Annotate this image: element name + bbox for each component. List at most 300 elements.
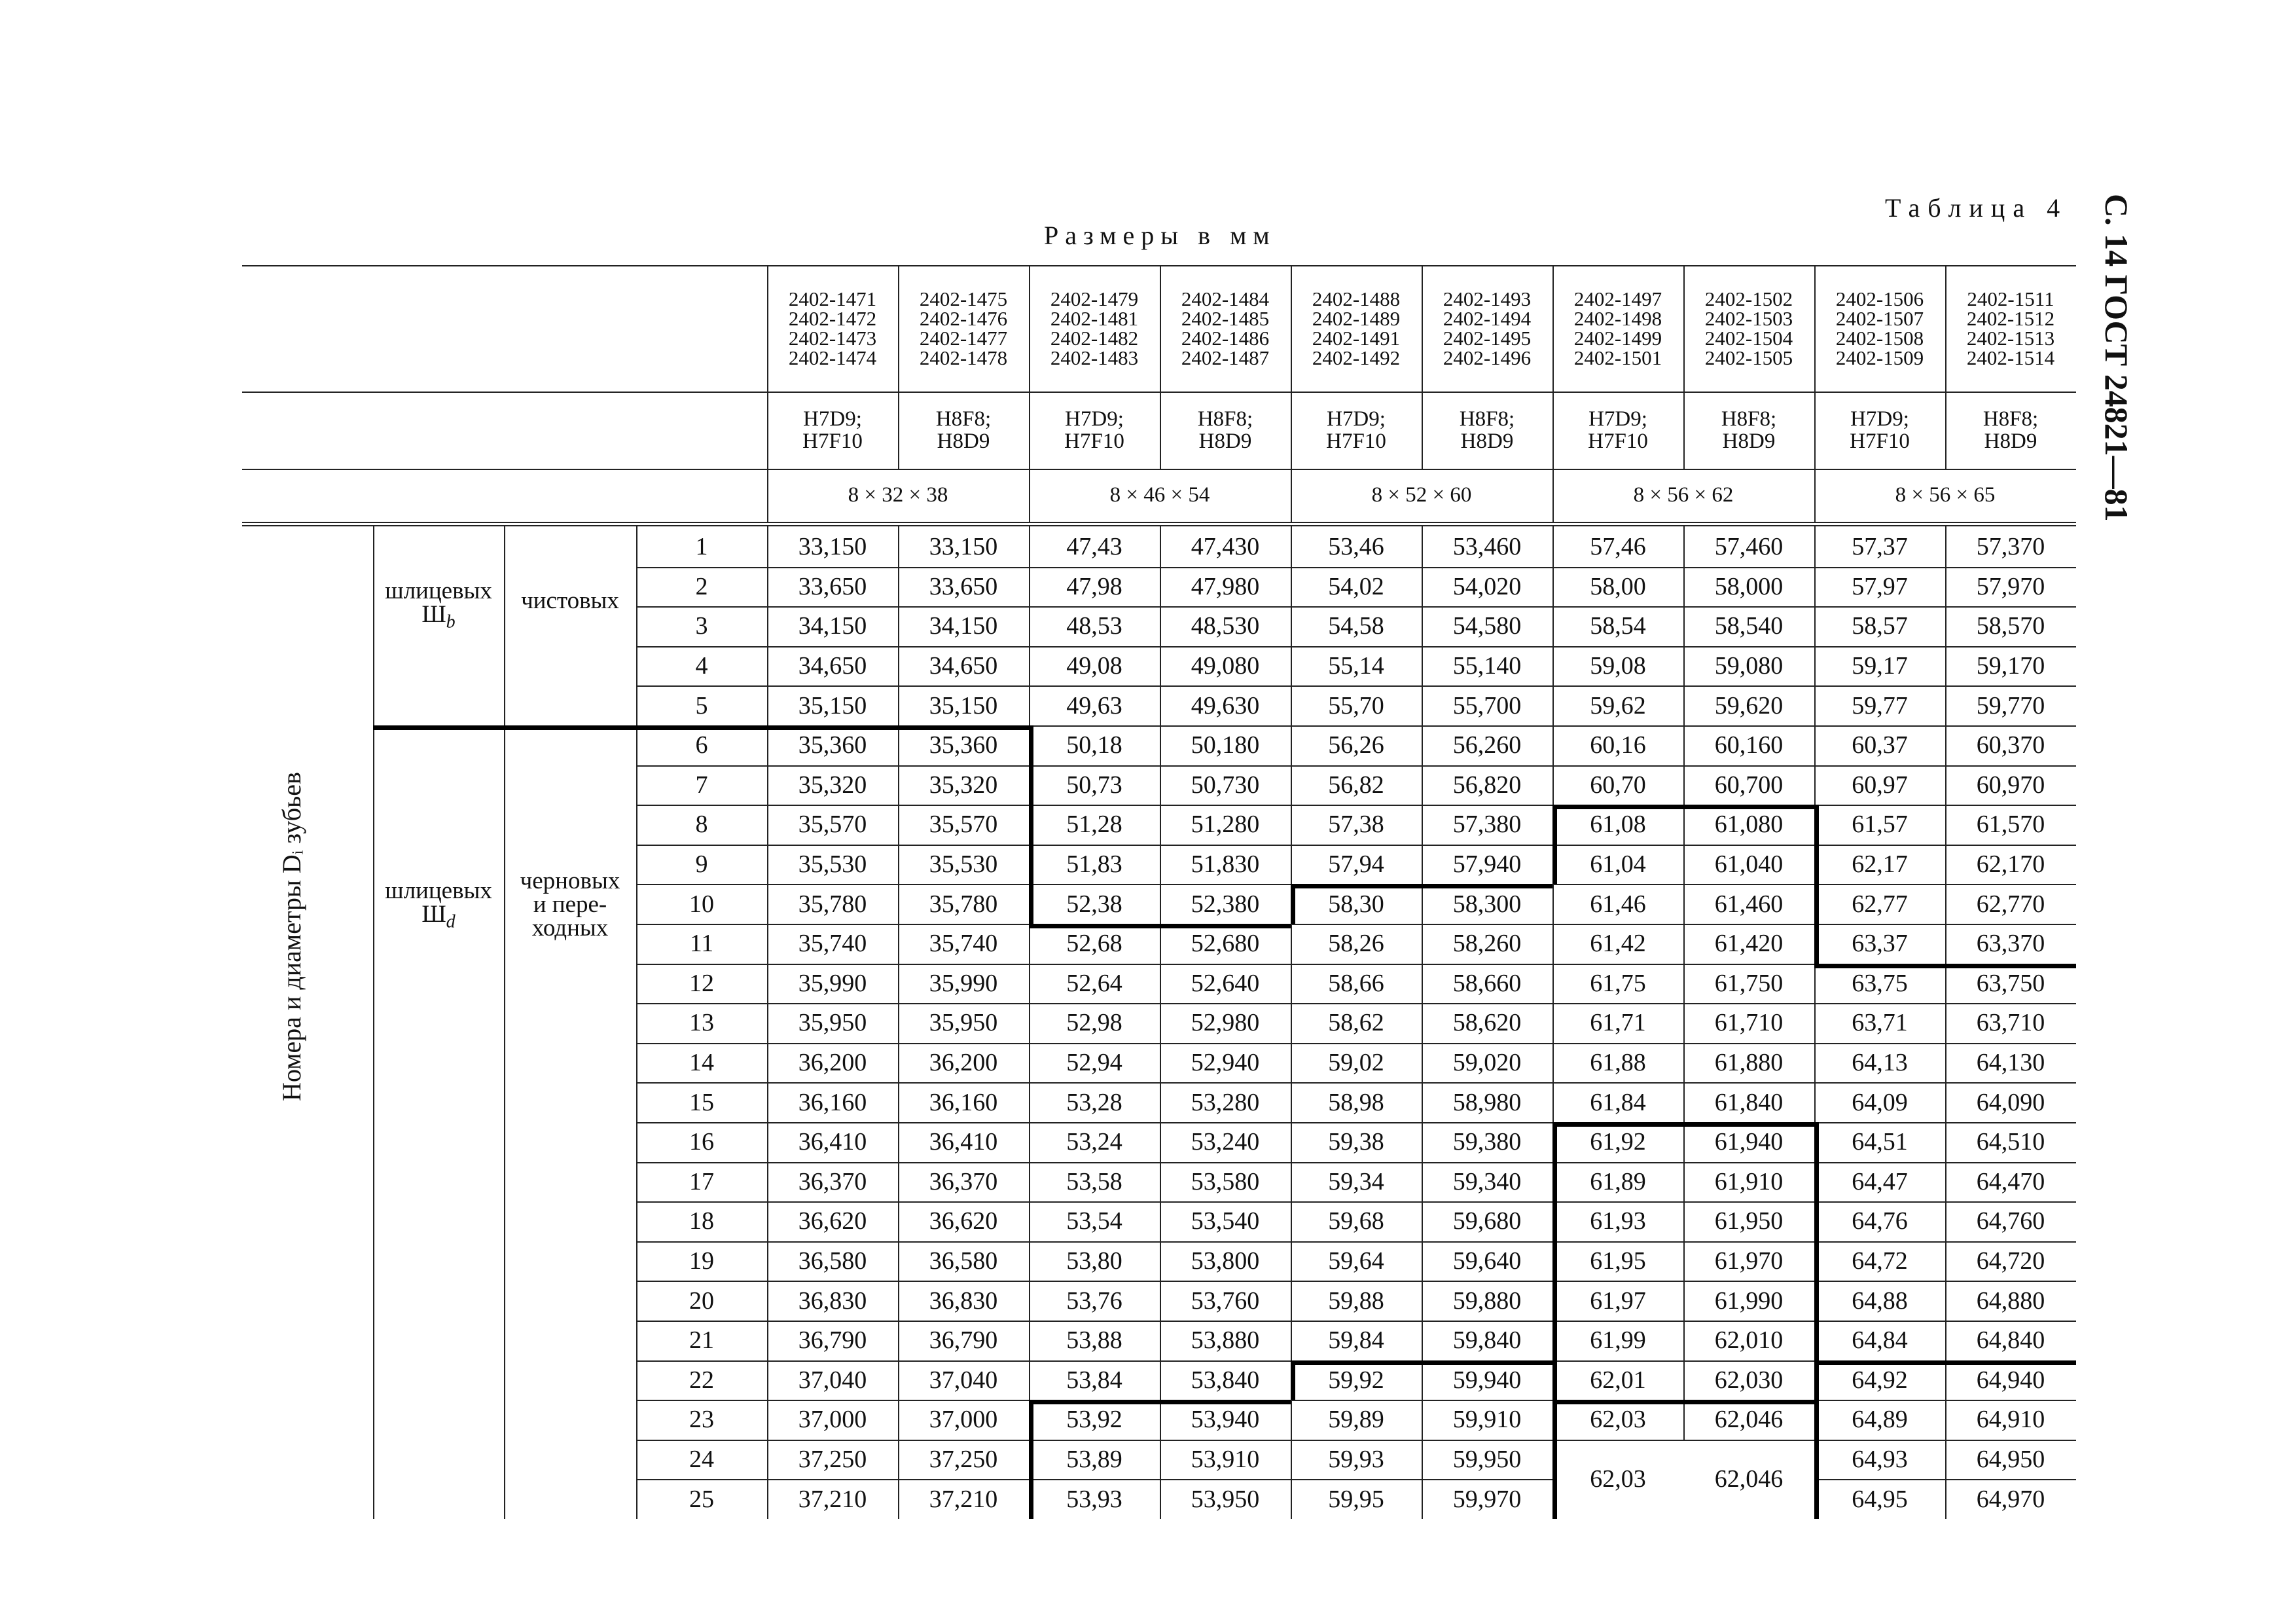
- bold-step-line: [1814, 1360, 1819, 1519]
- tolerance-fit-cell: [898, 392, 1029, 469]
- value-cell: 53,28: [1066, 1088, 1122, 1116]
- value-cell: 54,020: [1452, 572, 1522, 600]
- value-cell: 59,84: [1328, 1326, 1384, 1355]
- value-cell: 53,940: [1191, 1406, 1260, 1434]
- value-cell: 53,46: [1328, 533, 1384, 561]
- row-number: 17: [689, 1167, 714, 1195]
- value-cell: 64,910: [1976, 1406, 2045, 1434]
- value-cell: 64,130: [1976, 1049, 2045, 1077]
- value-cell: 59,640: [1452, 1247, 1522, 1275]
- value-cell: 64,88: [1852, 1286, 1908, 1315]
- broach-code: 2402-1487: [1181, 346, 1270, 369]
- value-cell: 64,47: [1852, 1167, 1908, 1195]
- value-cell: 53,950: [1191, 1485, 1260, 1513]
- row-number: 1: [695, 533, 708, 561]
- value-cell: 61,88: [1590, 1049, 1646, 1077]
- finish-type-label: [373, 527, 504, 725]
- value-cell: 61,08: [1590, 811, 1646, 839]
- value-cell: 64,720: [1976, 1247, 2045, 1275]
- value-cell: 59,08: [1590, 652, 1646, 680]
- broach-code: 2402-1489: [1312, 306, 1401, 330]
- bold-step-line: [1814, 1122, 1819, 1360]
- bold-step-line: [1291, 884, 1295, 924]
- value-cell: 61,92: [1590, 1128, 1646, 1156]
- value-cell: 63,750: [1976, 969, 2045, 997]
- value-cell: 36,370: [798, 1167, 867, 1195]
- value-cell: 58,57: [1852, 612, 1908, 640]
- value-cell: 53,84: [1066, 1366, 1122, 1394]
- tolerance-fit-cell: [1160, 392, 1291, 469]
- value-cell: 37,040: [798, 1366, 867, 1394]
- value-cell: 53,88: [1066, 1326, 1122, 1355]
- broach-code-cell: [1945, 265, 2076, 392]
- value-cell: 60,37: [1852, 731, 1908, 759]
- value-cell: 60,97: [1852, 771, 1908, 799]
- value-cell: 61,75: [1590, 969, 1646, 997]
- bold-step-line: [1029, 924, 1291, 928]
- value-cell: 61,750: [1714, 969, 1784, 997]
- tolerance-fit-cell: [1552, 392, 1683, 469]
- value-cell: 64,76: [1852, 1207, 1908, 1235]
- value-cell: 54,580: [1452, 612, 1522, 640]
- broach-code: 2402-1477: [919, 326, 1008, 350]
- value-cell: 36,790: [798, 1326, 867, 1355]
- broach-code: 2402-1507: [1835, 306, 1924, 330]
- row-number: 6: [695, 731, 708, 759]
- value-cell: 57,940: [1452, 850, 1522, 879]
- value-cell: 53,58: [1066, 1167, 1122, 1195]
- value-cell: 53,580: [1191, 1167, 1260, 1195]
- value-cell: 64,510: [1976, 1128, 2045, 1156]
- tolerance-fit-cell: [1291, 392, 1422, 469]
- tolerance-fit: H7D9;: [1327, 407, 1386, 431]
- broach-code: 2402-1493: [1443, 287, 1532, 310]
- value-cell: 58,66: [1328, 969, 1384, 997]
- value-cell: 51,830: [1191, 850, 1260, 879]
- value-cell: 64,950: [1976, 1446, 2045, 1474]
- tolerance-fit: H8F8;: [1197, 407, 1253, 431]
- value-cell: 59,080: [1714, 652, 1784, 680]
- value-cell: 35,320: [929, 771, 998, 799]
- value-cell: 61,84: [1590, 1088, 1646, 1116]
- value-cell: 54,58: [1328, 612, 1384, 640]
- value-cell: 64,090: [1976, 1088, 2045, 1116]
- row-number: 12: [689, 969, 714, 997]
- broach-code: 2402-1501: [1573, 346, 1662, 369]
- tolerance-fit: H8F8;: [935, 407, 992, 431]
- value-cell: 61,940: [1714, 1128, 1784, 1156]
- value-cell: 50,73: [1066, 771, 1122, 799]
- value-cell: 37,210: [929, 1485, 998, 1513]
- value-cell: 59,680: [1452, 1207, 1522, 1235]
- value-cell: 53,24: [1066, 1128, 1122, 1156]
- value-cell: 59,93: [1328, 1446, 1384, 1474]
- rough-kind: и пере-: [533, 891, 607, 918]
- value-cell: 55,700: [1452, 691, 1522, 720]
- value-cell: 55,14: [1328, 652, 1384, 680]
- rough-kind: черновых: [520, 867, 620, 894]
- value-cell: 61,46: [1590, 890, 1646, 918]
- value-cell: 35,740: [798, 930, 867, 958]
- value-cell: 36,830: [929, 1286, 998, 1315]
- value-cell: 52,640: [1191, 969, 1260, 997]
- bold-step-line: [1814, 1360, 2076, 1365]
- dims-group-cell: 8 × 56 × 62: [1633, 483, 1734, 507]
- tolerance-fit: H7D9;: [1850, 407, 1909, 431]
- value-cell: 57,460: [1714, 533, 1784, 561]
- value-cell: 35,570: [929, 811, 998, 839]
- value-cell: 59,970: [1452, 1485, 1522, 1513]
- rough-type: шлицевых: [385, 877, 492, 904]
- value-cell: 57,94: [1328, 850, 1384, 879]
- row-number: 4: [695, 652, 708, 680]
- value-cell: 52,940: [1191, 1049, 1260, 1077]
- value-cell: 58,000: [1714, 572, 1784, 600]
- row-number: 11: [689, 930, 714, 958]
- value-cell: 64,95: [1852, 1485, 1908, 1513]
- value-cell: 59,020: [1452, 1049, 1522, 1077]
- value-cell: 59,940: [1452, 1366, 1522, 1394]
- value-cell: 64,89: [1852, 1406, 1908, 1434]
- value-cell: 48,530: [1191, 612, 1260, 640]
- dims-group-cell: 8 × 46 × 54: [1109, 483, 1210, 507]
- value-cell: 59,95: [1328, 1485, 1384, 1513]
- value-cell: 62,170: [1976, 850, 2045, 879]
- value-cell: 52,980: [1191, 1009, 1260, 1037]
- value-cell: 64,09: [1852, 1088, 1908, 1116]
- value-cell: 35,360: [798, 731, 867, 759]
- value-cell: 61,990: [1714, 1286, 1784, 1315]
- value-cell: 33,650: [798, 572, 867, 600]
- value-cell: 36,620: [798, 1207, 867, 1235]
- row-number: 21: [689, 1326, 714, 1355]
- value-cell: 36,410: [798, 1128, 867, 1156]
- row-number: 13: [689, 1009, 714, 1037]
- value-cell: 60,160: [1714, 731, 1784, 759]
- value-cell: 59,77: [1852, 691, 1908, 720]
- broach-code-cell: [898, 265, 1029, 392]
- row-number: 7: [695, 771, 708, 799]
- value-cell: 61,42: [1590, 930, 1646, 958]
- value-cell: 53,280: [1191, 1088, 1260, 1116]
- value-cell: 64,940: [1976, 1366, 2045, 1394]
- broach-code-cell: [1683, 265, 1814, 392]
- tolerance-fit: H8F8;: [1982, 407, 2039, 431]
- value-cell: 61,460: [1714, 890, 1784, 918]
- value-cell: 56,26: [1328, 731, 1384, 759]
- value-cell: 61,080: [1714, 811, 1784, 839]
- bold-step-line: [1552, 1122, 1814, 1127]
- value-cell: 59,620: [1714, 691, 1784, 720]
- tolerance-fit-cell: [1683, 392, 1814, 469]
- value-cell: 60,370: [1976, 731, 2045, 759]
- value-cell: 35,990: [929, 969, 998, 997]
- bold-step-line: [1029, 1400, 1291, 1404]
- broach-code: 2402-1472: [788, 306, 877, 330]
- value-cell: 62,770: [1976, 890, 2045, 918]
- bold-step-line: [1552, 1360, 1557, 1519]
- row-number: 5: [695, 691, 708, 720]
- broach-code: 2402-1504: [1704, 326, 1793, 350]
- broach-code: 2402-1474: [788, 346, 877, 369]
- value-cell: 36,830: [798, 1286, 867, 1315]
- value-cell: 35,360: [929, 731, 998, 759]
- tolerance-fit: H8D9: [937, 429, 990, 453]
- header-rule-dims: [242, 522, 2076, 523]
- value-cell: 36,200: [929, 1049, 998, 1077]
- tolerance-fit: H8D9: [1984, 429, 2037, 453]
- broach-code-cell: [1160, 265, 1291, 392]
- broach-code: 2402-1473: [788, 326, 877, 350]
- row-number: 22: [689, 1366, 714, 1394]
- value-cell: 59,17: [1852, 652, 1908, 680]
- value-cell: 36,620: [929, 1207, 998, 1235]
- value-cell: 64,93: [1852, 1446, 1908, 1474]
- value-cell: 56,82: [1328, 771, 1384, 799]
- value-cell: 61,71: [1590, 1009, 1646, 1037]
- value-cell: 64,760: [1976, 1207, 2045, 1235]
- tolerance-fit: H8D9: [1460, 429, 1514, 453]
- rough-kind: ходных: [531, 915, 609, 941]
- value-cell: 36,410: [929, 1128, 998, 1156]
- value-cell: 57,970: [1976, 572, 2045, 600]
- value-cell: 59,770: [1976, 691, 2045, 720]
- value-cell: 61,04: [1590, 850, 1646, 879]
- value-cell: 35,780: [798, 890, 867, 918]
- value-cell: 53,460: [1452, 533, 1522, 561]
- value-cell: 64,13: [1852, 1049, 1908, 1077]
- value-cell: 59,840: [1452, 1326, 1522, 1355]
- value-cell: 37,040: [929, 1366, 998, 1394]
- value-cell: 59,92: [1328, 1366, 1384, 1394]
- value-cell: 58,260: [1452, 930, 1522, 958]
- value-cell: 58,62: [1328, 1009, 1384, 1037]
- finish-type: шлицевых: [385, 577, 492, 604]
- broach-code: 2402-1478: [919, 346, 1008, 369]
- broach-code: 2402-1499: [1573, 326, 1662, 350]
- broach-code: 2402-1498: [1573, 306, 1662, 330]
- value-cell: 61,040: [1714, 850, 1784, 879]
- broach-code-cell: [1029, 265, 1160, 392]
- bold-step-line: [1814, 924, 1819, 964]
- value-cell: 62,030: [1714, 1366, 1784, 1394]
- value-cell: 34,650: [929, 652, 998, 680]
- value-cell: 64,51: [1852, 1128, 1908, 1156]
- value-cell: 48,53: [1066, 612, 1122, 640]
- value-cell: 60,70: [1590, 771, 1646, 799]
- value-cell: 59,64: [1328, 1247, 1384, 1275]
- broach-code: 2402-1497: [1573, 287, 1662, 310]
- value-cell: 57,37: [1852, 533, 1908, 561]
- value-cell: 52,38: [1066, 890, 1122, 918]
- broach-code: 2402-1506: [1835, 287, 1924, 310]
- broach-code: 2402-1513: [1966, 326, 2055, 350]
- value-cell: 63,75: [1852, 969, 1908, 997]
- value-cell: 62,01: [1590, 1366, 1646, 1394]
- value-cell: 59,880: [1452, 1286, 1522, 1315]
- value-cell: 47,98: [1066, 572, 1122, 600]
- value-cell: 36,160: [798, 1088, 867, 1116]
- value-cell: 64,470: [1976, 1167, 2045, 1195]
- value-cell: 62,046: [1714, 1406, 1784, 1434]
- value-cell: 37,210: [798, 1485, 867, 1513]
- value-cell: 53,92: [1066, 1406, 1122, 1434]
- value-cell: 52,68: [1066, 930, 1122, 958]
- value-cell: 35,990: [798, 969, 867, 997]
- dims-group-cell: 8 × 32 × 38: [848, 483, 948, 507]
- value-cell: 61,710: [1714, 1009, 1784, 1037]
- broach-code-cell: [1552, 265, 1683, 392]
- value-cell: 58,98: [1328, 1088, 1384, 1116]
- value-cell: 37,000: [798, 1406, 867, 1434]
- value-cell: 64,72: [1852, 1247, 1908, 1275]
- value-cell: 49,08: [1066, 652, 1122, 680]
- value-cell: 58,570: [1976, 612, 2045, 640]
- broach-code: 2402-1471: [788, 287, 877, 310]
- value-cell: 61,93: [1590, 1207, 1646, 1235]
- value-cell: 64,880: [1976, 1286, 2045, 1315]
- tolerance-fit: H7D9;: [1065, 407, 1124, 431]
- value-cell: 35,530: [798, 850, 867, 879]
- finish-symbol: $Ш_b$: [422, 601, 456, 632]
- tolerance-fit: H7D9;: [1588, 407, 1647, 431]
- tolerance-label: [242, 392, 767, 469]
- value-cell: 61,910: [1714, 1167, 1784, 1195]
- value-cell: 33,150: [929, 533, 998, 561]
- value-cell: 61,420: [1714, 930, 1784, 958]
- broach-code: 2402-1502: [1704, 287, 1793, 310]
- value-cell: 49,63: [1066, 691, 1122, 720]
- value-cell: 35,150: [929, 691, 998, 720]
- value-cell: 50,180: [1191, 731, 1260, 759]
- value-cell: 36,580: [929, 1247, 998, 1275]
- value-cell: 49,080: [1191, 652, 1260, 680]
- row-number: 14: [689, 1049, 714, 1077]
- value-cell: 49,630: [1191, 691, 1260, 720]
- value-cell: 58,30: [1328, 890, 1384, 918]
- broach-code: 2402-1482: [1050, 326, 1139, 350]
- row-number: 20: [689, 1286, 714, 1315]
- bold-step-line: [1291, 1360, 1295, 1400]
- value-cell: 64,840: [1976, 1326, 2045, 1355]
- value-cell: 50,730: [1191, 771, 1260, 799]
- value-cell: 35,320: [798, 771, 867, 799]
- broach-code: 2402-1491: [1312, 326, 1401, 350]
- value-cell: 55,70: [1328, 691, 1384, 720]
- value-cell: 59,02: [1328, 1049, 1384, 1077]
- value-cell: 34,650: [798, 652, 867, 680]
- broach-code: 2402-1503: [1704, 306, 1793, 330]
- value-cell: 53,54: [1066, 1207, 1122, 1235]
- value-cell: 59,910: [1452, 1406, 1522, 1434]
- value-cell: 53,760: [1191, 1286, 1260, 1315]
- broach-code: 2402-1486: [1181, 326, 1270, 350]
- broach-code: 2402-1495: [1443, 326, 1532, 350]
- value-cell: 35,950: [798, 1009, 867, 1037]
- value-cell: 53,76: [1066, 1286, 1122, 1315]
- value-cell: 58,54: [1590, 612, 1646, 640]
- tolerance-fit: H7F10: [1326, 429, 1386, 453]
- broach-code-cell: [1814, 265, 1945, 392]
- value-cell: 59,62: [1590, 691, 1646, 720]
- value-cell: 53,240: [1191, 1128, 1260, 1156]
- value-cell: 36,200: [798, 1049, 867, 1077]
- value-cell: 61,89: [1590, 1167, 1646, 1195]
- value-cell: 59,950: [1452, 1446, 1522, 1474]
- dims-label: [242, 469, 767, 522]
- row-number: 15: [689, 1088, 714, 1116]
- row-number: 8: [695, 811, 708, 839]
- row-number: 25: [689, 1485, 714, 1513]
- value-cell: 35,150: [798, 691, 867, 720]
- value-cell: 55,140: [1452, 652, 1522, 680]
- value-cell: 51,83: [1066, 850, 1122, 879]
- tolerance-fit-cell: [1422, 392, 1552, 469]
- value-cell: 62,77: [1852, 890, 1908, 918]
- tolerance-fit: H8D9: [1722, 429, 1776, 453]
- value-cell: 57,370: [1976, 533, 2045, 561]
- row-number: 18: [689, 1207, 714, 1235]
- value-cell: 57,380: [1452, 811, 1522, 839]
- broach-code: 2402-1492: [1312, 346, 1401, 369]
- value-cell: 62,010: [1714, 1326, 1784, 1355]
- broach-code: 2402-1475: [919, 287, 1008, 310]
- value-cell: 58,540: [1714, 612, 1784, 640]
- broach-code: 2402-1476: [919, 306, 1008, 330]
- value-cell: 52,64: [1066, 969, 1122, 997]
- value-cell: 53,880: [1191, 1326, 1260, 1355]
- value-cell: 61,880: [1714, 1049, 1784, 1077]
- value-cell: 62,17: [1852, 850, 1908, 879]
- bold-step-line: [1552, 1400, 1814, 1404]
- broach-code-cell: [1422, 265, 1552, 392]
- value-cell: 36,790: [929, 1326, 998, 1355]
- value-cell: 52,680: [1191, 930, 1260, 958]
- bold-step-line: [1552, 805, 1814, 809]
- value-cell: 63,710: [1976, 1009, 2045, 1037]
- value-cell: 36,580: [798, 1247, 867, 1275]
- tolerance-fit: H8F8;: [1721, 407, 1777, 431]
- value-cell: 33,150: [798, 533, 867, 561]
- row-number: 2: [695, 572, 708, 600]
- table-caption: Таблица 4: [1885, 193, 2068, 223]
- row-number: 3: [695, 612, 708, 640]
- broach-code: 2402-1509: [1835, 346, 1924, 369]
- tolerance-fit-cell: [1814, 392, 1945, 469]
- value-cell: 64,970: [1976, 1485, 2045, 1513]
- value-cell: 61,95: [1590, 1247, 1646, 1275]
- tolerance-fit-cell: [1945, 392, 2076, 469]
- value-cell: 36,160: [929, 1088, 998, 1116]
- merged-value-cell: 62,03: [1590, 1465, 1646, 1493]
- subscript: d: [446, 911, 456, 932]
- value-cell: 61,570: [1976, 811, 2045, 839]
- value-cell: 33,650: [929, 572, 998, 600]
- broach-code: 2402-1485: [1181, 306, 1270, 330]
- value-cell: 63,37: [1852, 930, 1908, 958]
- tolerance-fit: H7D9;: [803, 407, 862, 431]
- value-cell: 56,260: [1452, 731, 1522, 759]
- broach-code: 2402-1479: [1050, 287, 1139, 310]
- designation-label: [242, 265, 767, 392]
- value-cell: 60,700: [1714, 771, 1784, 799]
- value-cell: 53,910: [1191, 1446, 1260, 1474]
- value-cell: 57,46: [1590, 533, 1646, 561]
- value-cell: 61,97: [1590, 1286, 1646, 1315]
- value-cell: 34,150: [798, 612, 867, 640]
- value-cell: 58,660: [1452, 969, 1522, 997]
- broach-code: 2402-1505: [1704, 346, 1793, 369]
